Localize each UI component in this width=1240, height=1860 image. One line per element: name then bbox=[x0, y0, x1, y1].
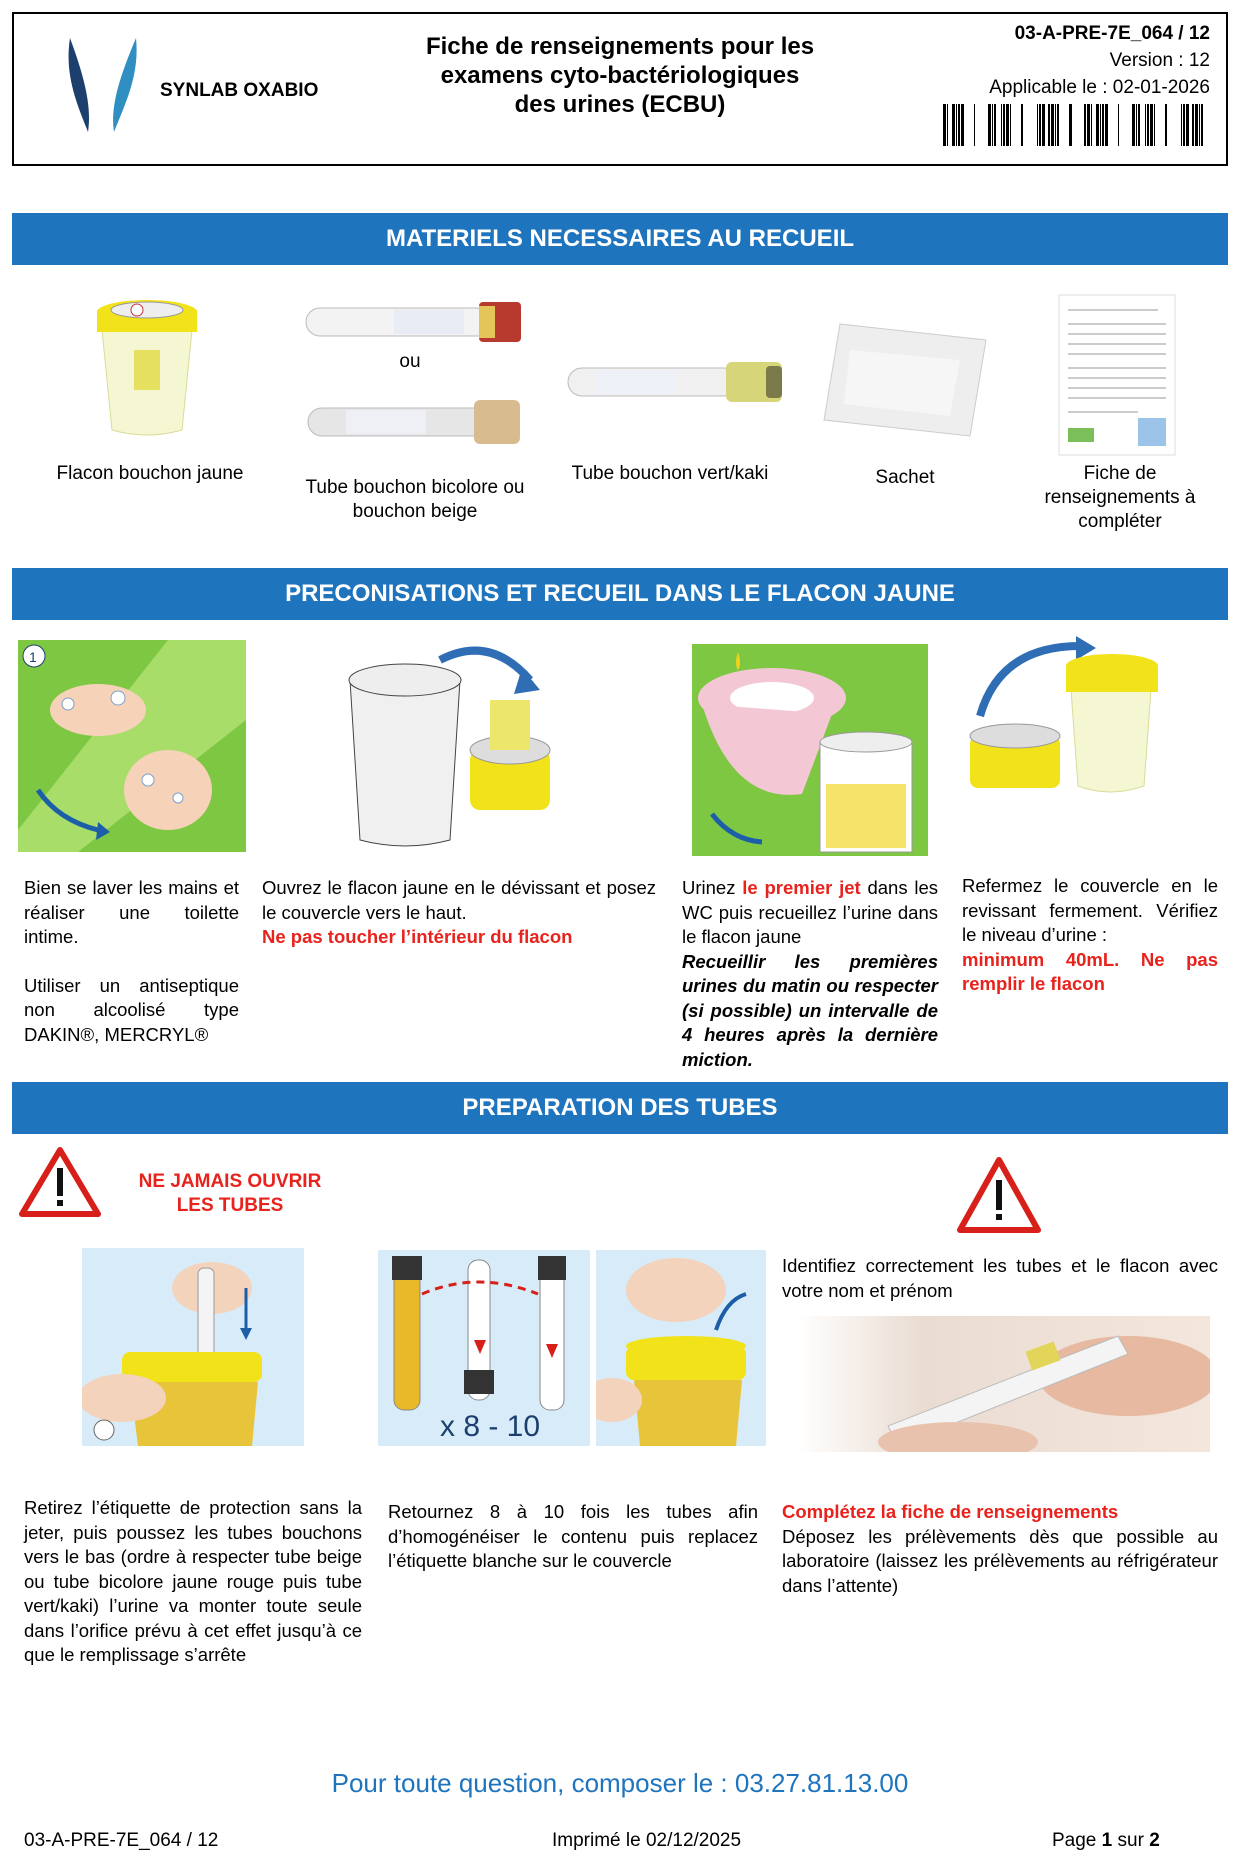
step1-wash: Bien se laver les mains et réaliser une toilette intime. bbox=[24, 877, 239, 947]
step1-antiseptic: Utiliser un antiseptique non alcoolisé type DAKIN®, MERCRYL® bbox=[24, 974, 239, 1045]
step4-minimum: minimum 40mL. Ne pas remplir le flacon bbox=[962, 948, 1218, 994]
caption-tube-vert: Tube bouchon vert/kaki bbox=[571, 463, 769, 484]
push-tube-icon bbox=[82, 1248, 304, 1446]
caption-flacon: Flacon bouchon jaune bbox=[56, 463, 244, 484]
brand-name: SYNLAB OXABIO bbox=[160, 80, 319, 101]
doc-applicable: Applicable le : 02-01-2026 bbox=[989, 77, 1210, 98]
footer-printed: Imprimé le 02/12/2025 bbox=[552, 1830, 742, 1851]
section-tubes-banner: PREPARATION DES TUBES bbox=[12, 1082, 1228, 1134]
green-tube-icon bbox=[566, 356, 786, 408]
caption-tube-bicolore: Tube bouchon bicolore ou bouchon beige bbox=[305, 477, 525, 522]
warning-triangle-icon bbox=[18, 1146, 102, 1218]
svg-text:1: 1 bbox=[29, 649, 37, 665]
bicolor-tube-icon bbox=[304, 296, 524, 348]
step3-first-jet: le premier jet bbox=[742, 877, 861, 898]
bag-icon bbox=[820, 320, 990, 440]
close-flask-icon bbox=[960, 636, 1180, 804]
footer-page bbox=[1052, 1830, 1160, 1852]
tubes-step3-text bbox=[782, 1500, 1218, 1598]
contact-phone: Pour toute question, composer le : 03.27.81.13.00 bbox=[331, 1768, 909, 1798]
document-reference bbox=[989, 20, 1210, 101]
step3-post: dans les WC puis recueillez l’urine dans le flacon jaune bbox=[682, 877, 939, 947]
open-flask-icon bbox=[330, 640, 560, 852]
page-label: Page bbox=[1052, 1830, 1097, 1851]
times-8-10-label: x 8 - 10 bbox=[440, 1410, 541, 1443]
synlab-logo-icon bbox=[62, 36, 142, 136]
yellow-cap-flask-icon bbox=[92, 290, 202, 440]
identify-text: Identifiez correctement les tubes et le flacon avec votre nom et prénom bbox=[782, 1255, 1218, 1301]
caption-sachet: Sachet bbox=[875, 467, 935, 488]
invert-tubes-icon bbox=[378, 1250, 590, 1446]
section-materials-banner: MATERIELS NECESSAIRES AU RECUEIL bbox=[12, 213, 1228, 265]
step2-warning: Ne pas toucher l’intérieur du flacon bbox=[262, 926, 573, 947]
hand-washing-icon bbox=[18, 640, 246, 852]
barcode-icon bbox=[943, 104, 1208, 146]
complete-form-heading: Complétez la fiche de renseignements bbox=[782, 1501, 1119, 1522]
step3-instructions: Recueillir les premières urines du matin ou respecter (si possible) un intervalle de 4 heures après la dernière miction. bbox=[682, 950, 938, 1070]
tubes-step2-text: Retournez 8 à 10 fois les tubes afin d’homogénéiser le contenu puis replacez l’étiquette blanche sur le couvercle bbox=[388, 1501, 758, 1571]
step4-close: Refermez le couvercle en le revissant fermement. Vérifiez le niveau d’urine : bbox=[962, 875, 1218, 945]
step2-text bbox=[262, 876, 656, 950]
warning-triangle-icon-2 bbox=[956, 1156, 1042, 1234]
toilet-collection-icon bbox=[692, 644, 928, 856]
form-document-icon bbox=[1058, 294, 1176, 456]
caption-fiche: Fiche de renseignements à compléter bbox=[1044, 463, 1196, 532]
doc-version: Version : 12 bbox=[1109, 50, 1210, 71]
never-open-tubes-warning: NE JAMAIS OUVRIR LES TUBES bbox=[138, 1171, 322, 1216]
label-tubes-photo-icon bbox=[798, 1316, 1210, 1452]
footer-ref: 03-A-PRE-7E_064 / 12 bbox=[24, 1830, 219, 1851]
page-of: sur bbox=[1117, 1830, 1144, 1851]
step4-text bbox=[962, 874, 1218, 997]
step3-pre: Urinez bbox=[682, 877, 736, 898]
section-collection-banner: PRECONISATIONS ET RECUEIL DANS LE FLACON JAUNE bbox=[12, 568, 1228, 620]
document-title: Fiche de renseignements pour les examens cyto-bactériologiques des urines (ECBU) bbox=[425, 33, 815, 118]
tubes-step1-text: Retirez l’étiquette de protection sans la jeter, puis poussez les tubes bouchons vers le bas (ordre à respecter tube beige ou tube bicolore jaune rouge puis tube vert/kaki) l’urine va monter toute seule dans l’orifice prévu à cet effet jusqu’à ce que le remplissage s’arrête bbox=[24, 1497, 362, 1665]
beige-tube-icon bbox=[306, 396, 522, 448]
deposit-samples: Déposez les prélèvements dès que possible au laboratoire (laissez les prélèvements au réfrigérateur dans l’attente) bbox=[782, 1525, 1218, 1596]
step1-text bbox=[24, 876, 239, 1047]
replace-label-icon bbox=[596, 1250, 766, 1446]
step2-open: Ouvrez le flacon jaune en le dévissant et posez le couvercle vers le haut. bbox=[262, 877, 656, 923]
page-total: 2 bbox=[1149, 1830, 1160, 1851]
step3-text bbox=[682, 876, 938, 1072]
caption-or: ou bbox=[399, 351, 421, 372]
doc-ref: 03-A-PRE-7E_064 / 12 bbox=[1014, 23, 1210, 44]
page-number: 1 bbox=[1101, 1830, 1113, 1851]
